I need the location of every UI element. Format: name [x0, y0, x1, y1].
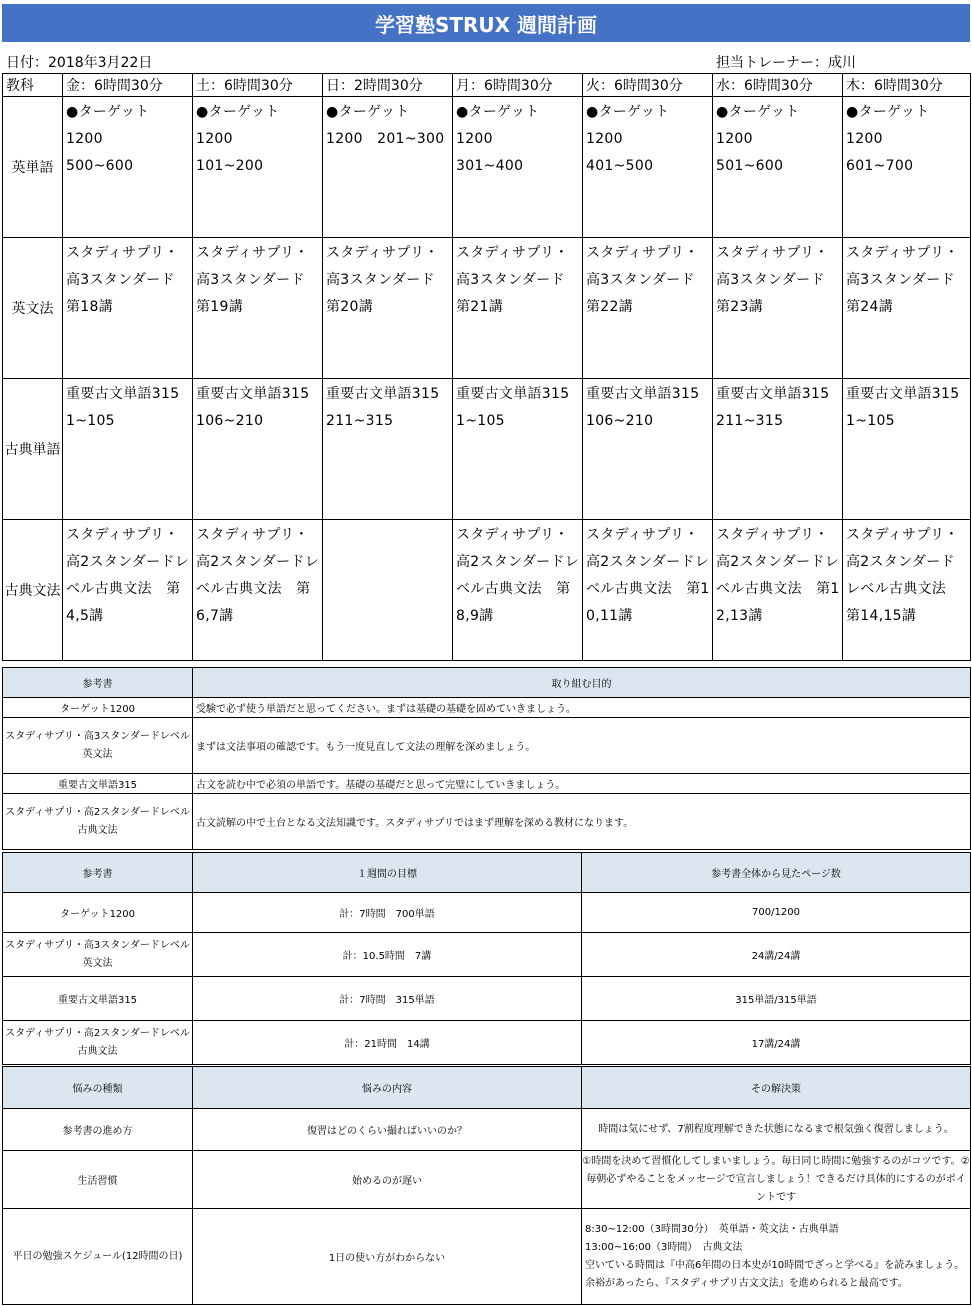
- goal-text: 計：10.5時間 7講: [193, 933, 582, 977]
- worry-type: 平日の勉強スケジュール(12時間の日): [3, 1209, 193, 1305]
- day-header: 金：6時間30分: [63, 74, 193, 97]
- plan-row-classical-vocab: [3, 379, 971, 520]
- subject-label: 古典文法: [3, 520, 63, 661]
- day-header: 月：6時間30分: [453, 74, 583, 97]
- plan-cell: スタディサプリ・高2スタンダードレベル古典文法 第8,9講: [456, 527, 580, 624]
- plan-cell: 重要古文単語315 1~105: [456, 386, 570, 429]
- worry-solution: 8:30~12:00（3時間30分） 英単語・英文法・古典単語 13:00~16:00（3時間） 古典文法 空いている時間は『中高6年間の日本史が10時間でざっと学べる』を読みましょう。余裕があったら、『スタディサプリ古文文法』を進められると最高です。: [582, 1209, 971, 1305]
- table-row: [3, 1021, 971, 1065]
- plan-cell: スタディサプリ・高2スタンダードレベル古典文法 第14,15講: [846, 527, 961, 624]
- book-name: 重要古文単語315: [3, 774, 193, 794]
- purpose-text: まずは文法事項の確認です。もう一度見直して文法の理解を深めましょう。: [193, 718, 971, 774]
- worry-type: 生活習慣: [3, 1151, 193, 1209]
- table-row: [3, 774, 971, 794]
- subject-label: 古典単語: [3, 379, 63, 520]
- goal-header-row: [3, 853, 971, 893]
- table-row: [3, 933, 971, 977]
- plan-cell: スタディサプリ・高3スタンダード 第23講: [716, 245, 840, 315]
- column-header: 悩みの種類: [3, 1067, 193, 1109]
- worries-header-row: [3, 1067, 971, 1109]
- worry-content: 始めるのが遅い: [193, 1151, 582, 1209]
- worry-solution: ①時間を決めて習慣化してしまいましょう。毎日同じ時間に勉強するのがコツです。②毎朝必ずやることをメッセージで宣言しましょう！できるだけ具体的にするのがポイントです: [582, 1151, 971, 1209]
- worry-content: 1日の使い方がわからない: [193, 1209, 582, 1305]
- worry-solution: 時間は気にせず、7割程度理解できた状態になるまで根気強く復習しましょう。: [582, 1109, 971, 1151]
- plan-cell: ●ターゲット 1200 201~300: [326, 104, 445, 147]
- table-row: [3, 718, 971, 774]
- weekly-plan-table: [2, 73, 971, 661]
- column-header: 参考書: [3, 853, 193, 893]
- plan-cell: 重要古文単語315 106~210: [586, 386, 700, 429]
- plan-cell: [323, 520, 452, 522]
- column-header: 参考書全体から見たページ数: [582, 853, 971, 893]
- book-name: ターゲット1200: [3, 698, 193, 718]
- trainer-label: 担当トレーナー：成川: [716, 55, 856, 71]
- purpose-text: 古文読解の中で土台となる文法知識です。スタディサプリではまず理解を深める教材になります。: [193, 794, 971, 850]
- plan-header-row: [3, 74, 971, 97]
- table-row: [3, 977, 971, 1021]
- table-row: [3, 893, 971, 933]
- plan-cell: ●ターゲット 1200 500~600: [66, 104, 150, 174]
- plan-cell: ●ターゲット 1200 301~400: [456, 104, 540, 174]
- date-label: 日付：2018年3月22日: [6, 55, 153, 71]
- weekly-goal-table: [2, 852, 971, 1065]
- plan-cell: スタディサプリ・高2スタンダードレベル古典文法 第6,7講: [196, 527, 320, 624]
- subject-label: 英文法: [3, 238, 63, 379]
- plan-cell: スタディサプリ・高3スタンダード 第20講: [326, 245, 450, 315]
- day-header: 日：2時間30分: [323, 74, 453, 97]
- pages-text: 315単語/315単語: [582, 977, 971, 1021]
- page-title: 学習塾STRUX 週間計画: [2, 4, 970, 42]
- book-name: ターゲット1200: [3, 893, 193, 933]
- plan-cell: 重要古文単語315 106~210: [196, 386, 310, 429]
- plan-row-english-vocab: [3, 97, 971, 238]
- book-name: スタディサプリ・高3スタンダードレベル英文法: [3, 933, 193, 977]
- plan-cell: スタディサプリ・高3スタンダード 第22講: [586, 245, 710, 315]
- day-header: 木：6時間30分: [843, 74, 971, 97]
- column-header: 参考書: [3, 668, 193, 698]
- plan-cell: スタディサプリ・高3スタンダード 第24講: [846, 245, 970, 315]
- plan-cell: ●ターゲット 1200 501~600: [716, 104, 800, 174]
- plan-cell: スタディサプリ・高2スタンダードレベル古典文法 第12,13講: [716, 527, 840, 624]
- plan-cell: 重要古文単語315 211~315: [326, 386, 440, 429]
- purpose-text: 古文を読む中で必須の単語です。基礎の基礎だと思って完璧にしていきましょう。: [193, 774, 971, 794]
- subject-label: 英単語: [3, 97, 63, 238]
- column-header: １週間の目標: [193, 853, 582, 893]
- table-row: [3, 1109, 971, 1151]
- table-row: [3, 698, 971, 718]
- column-header: 悩みの内容: [193, 1067, 582, 1109]
- worries-table: [2, 1066, 971, 1305]
- book-name: スタディサプリ・高3スタンダードレベル英文法: [3, 718, 193, 774]
- plan-row-english-grammar: [3, 238, 971, 379]
- pages-text: 17講/24講: [582, 1021, 971, 1065]
- purpose-text: 受験で必ず使う単語だと思ってください。まずは基礎の基礎を固めていきましょう。: [193, 698, 971, 718]
- table-row: [3, 1151, 971, 1209]
- worry-content: 復習はどのくらい撮ればいいのか？: [193, 1109, 582, 1151]
- book-name: スタディサプリ・高2スタンダードレベル古典文法: [3, 1021, 193, 1065]
- day-header: 火：6時間30分: [583, 74, 713, 97]
- plan-cell: ●ターゲット 1200 401~500: [586, 104, 670, 174]
- goal-text: 計：7時間 700単語: [193, 893, 582, 933]
- column-header: その解決策: [582, 1067, 971, 1109]
- reference-purpose-table: [2, 667, 971, 850]
- plan-cell: 重要古文単語315 1~105: [66, 386, 180, 429]
- plan-cell: 重要古文単語315 1~105: [846, 386, 960, 429]
- book-name: スタディサプリ・高2スタンダードレベル古典文法: [3, 794, 193, 850]
- plan-cell: スタディサプリ・高3スタンダード 第21講: [456, 245, 580, 315]
- goal-text: 計：7時間 315単語: [193, 977, 582, 1021]
- worry-type: 参考書の進め方: [3, 1109, 193, 1151]
- plan-cell: スタディサプリ・高3スタンダード 第19講: [196, 245, 320, 315]
- pages-text: 24講/24講: [582, 933, 971, 977]
- pages-text: 700/1200: [582, 893, 971, 933]
- day-header: 水：6時間30分: [713, 74, 843, 97]
- plan-row-classical-grammar: [3, 520, 971, 661]
- column-header: 取り組む目的: [193, 668, 971, 698]
- plan-cell: ●ターゲット 1200 101~200: [196, 104, 280, 174]
- plan-cell: 重要古文単語315 211~315: [716, 386, 830, 429]
- reference-header-row: [3, 668, 971, 698]
- plan-cell: スタディサプリ・高3スタンダード 第18講: [66, 245, 190, 315]
- plan-cell: スタディサプリ・高2スタンダードレベル古典文法 第4,5講: [66, 527, 190, 624]
- day-header: 土：6時間30分: [193, 74, 323, 97]
- subject-header: 教科: [3, 74, 63, 97]
- table-row: [3, 1209, 971, 1305]
- plan-cell: ●ターゲット 1200 601~700: [846, 104, 930, 174]
- goal-text: 計：21時間 14講: [193, 1021, 582, 1065]
- plan-cell: スタディサプリ・高2スタンダードレベル古典文法 第10,11講: [586, 527, 710, 624]
- book-name: 重要古文単語315: [3, 977, 193, 1021]
- table-row: [3, 794, 971, 850]
